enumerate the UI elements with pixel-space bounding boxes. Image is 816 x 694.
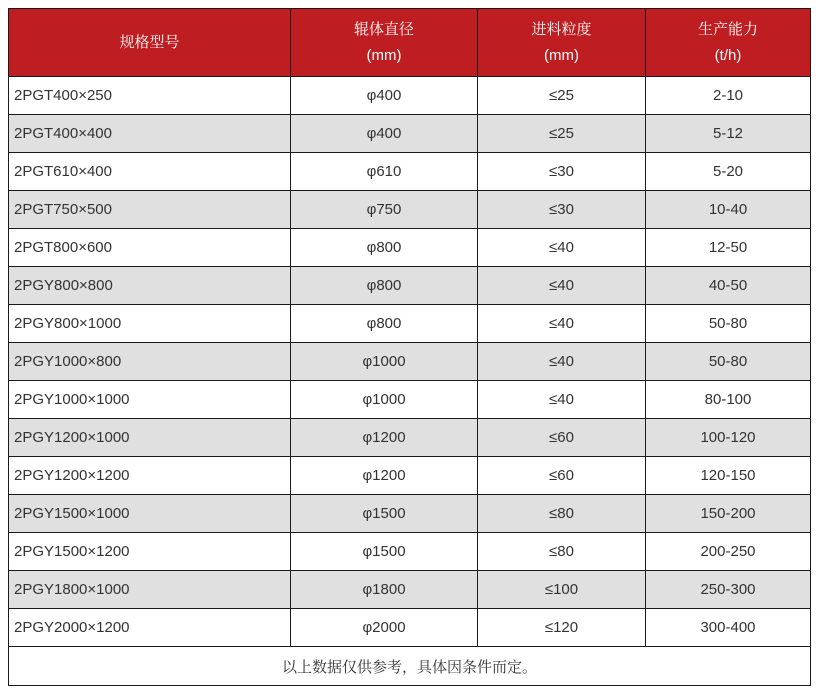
cell-feed-size: ≤80 <box>478 495 646 533</box>
cell-roller-diameter: φ400 <box>291 115 478 153</box>
cell-roller-diameter: φ400 <box>291 77 478 115</box>
table-row <box>9 457 811 495</box>
table-row <box>9 381 811 419</box>
cell-roller-diameter: φ1000 <box>291 343 478 381</box>
cell-feed-size: ≤60 <box>478 419 646 457</box>
cell-roller-diameter: φ2000 <box>291 609 478 647</box>
cell-roller-diameter: φ1000 <box>291 381 478 419</box>
table-row <box>9 571 811 609</box>
column-header-feed-size-label: 进料粒度 <box>531 20 592 38</box>
cell-feed-size: ≤40 <box>478 267 646 305</box>
cell-feed-size: ≤25 <box>478 77 646 115</box>
cell-capacity: 5-20 <box>646 153 811 191</box>
cell-capacity: 120-150 <box>646 457 811 495</box>
spec-table <box>8 8 811 686</box>
cell-feed-size: ≤40 <box>478 343 646 381</box>
cell-roller-diameter: φ1800 <box>291 571 478 609</box>
table-row <box>9 267 811 305</box>
cell-capacity: 250-300 <box>646 571 811 609</box>
cell-capacity: 150-200 <box>646 495 811 533</box>
cell-capacity: 5-12 <box>646 115 811 153</box>
cell-feed-size: ≤30 <box>478 191 646 229</box>
table-row <box>9 343 811 381</box>
cell-model: 2PGT610×400 <box>9 153 291 191</box>
cell-model: 2PGT400×250 <box>9 77 291 115</box>
cell-feed-size: ≤40 <box>478 229 646 267</box>
cell-roller-diameter: φ800 <box>291 229 478 267</box>
cell-feed-size: ≤40 <box>478 381 646 419</box>
cell-model: 2PGT750×500 <box>9 191 291 229</box>
cell-roller-diameter: φ1500 <box>291 533 478 571</box>
column-header-capacity-label: 生产能力 <box>697 20 758 38</box>
table-row <box>9 419 811 457</box>
cell-capacity: 50-80 <box>646 343 811 381</box>
cell-feed-size: ≤30 <box>478 153 646 191</box>
cell-roller-diameter: φ750 <box>291 191 478 229</box>
cell-model: 2PGY2000×1200 <box>9 609 291 647</box>
cell-feed-size: ≤120 <box>478 609 646 647</box>
table-row <box>9 495 811 533</box>
cell-model: 2PGY1200×1200 <box>9 457 291 495</box>
cell-model: 2PGY800×1000 <box>9 305 291 343</box>
table-header <box>9 9 811 77</box>
cell-model: 2PGY1500×1000 <box>9 495 291 533</box>
cell-model: 2PGY1800×1000 <box>9 571 291 609</box>
table-row <box>9 191 811 229</box>
column-header-feed-size <box>478 9 646 77</box>
cell-capacity: 80-100 <box>646 381 811 419</box>
cell-roller-diameter: φ1200 <box>291 419 478 457</box>
cell-model: 2PGY1500×1200 <box>9 533 291 571</box>
column-header-roller-diameter-label: 辊体直径 <box>353 20 414 38</box>
cell-model: 2PGY800×800 <box>9 267 291 305</box>
table-row <box>9 609 811 647</box>
table-row <box>9 229 811 267</box>
table-footer <box>9 647 811 686</box>
cell-model: 2PGY1000×1000 <box>9 381 291 419</box>
cell-roller-diameter: φ610 <box>291 153 478 191</box>
cell-model: 2PGY1200×1000 <box>9 419 291 457</box>
header-row <box>9 9 811 77</box>
column-header-capacity-unit: (t/h) <box>714 46 742 64</box>
cell-capacity: 100-120 <box>646 419 811 457</box>
cell-capacity: 50-80 <box>646 305 811 343</box>
cell-model: 2PGT400×400 <box>9 115 291 153</box>
cell-capacity: 2-10 <box>646 77 811 115</box>
cell-feed-size: ≤80 <box>478 533 646 571</box>
column-header-model <box>9 9 291 77</box>
column-header-roller-diameter-unit: (mm) <box>366 46 402 64</box>
table-body <box>9 77 811 647</box>
cell-model: 2PGT800×600 <box>9 229 291 267</box>
cell-capacity: 200-250 <box>646 533 811 571</box>
cell-feed-size: ≤100 <box>478 571 646 609</box>
table-row <box>9 115 811 153</box>
cell-feed-size: ≤40 <box>478 305 646 343</box>
column-header-capacity <box>646 9 811 77</box>
cell-capacity: 12-50 <box>646 229 811 267</box>
column-header-roller-diameter <box>291 9 478 77</box>
cell-roller-diameter: φ800 <box>291 267 478 305</box>
cell-capacity: 40-50 <box>646 267 811 305</box>
column-header-feed-size-unit: (mm) <box>544 46 579 64</box>
cell-capacity: 300-400 <box>646 609 811 647</box>
cell-roller-diameter: φ1200 <box>291 457 478 495</box>
table-row <box>9 533 811 571</box>
cell-model: 2PGY1000×800 <box>9 343 291 381</box>
table-row <box>9 153 811 191</box>
cell-roller-diameter: φ800 <box>291 305 478 343</box>
cell-feed-size: ≤25 <box>478 115 646 153</box>
footer-note-row <box>9 647 811 686</box>
cell-capacity: 10-40 <box>646 191 811 229</box>
table-row <box>9 305 811 343</box>
column-header-model-label: 规格型号 <box>119 33 180 51</box>
table-row <box>9 77 811 115</box>
footer-note: 以上数据仅供参考，具体因条件而定。 <box>9 647 811 686</box>
cell-feed-size: ≤60 <box>478 457 646 495</box>
cell-roller-diameter: φ1500 <box>291 495 478 533</box>
